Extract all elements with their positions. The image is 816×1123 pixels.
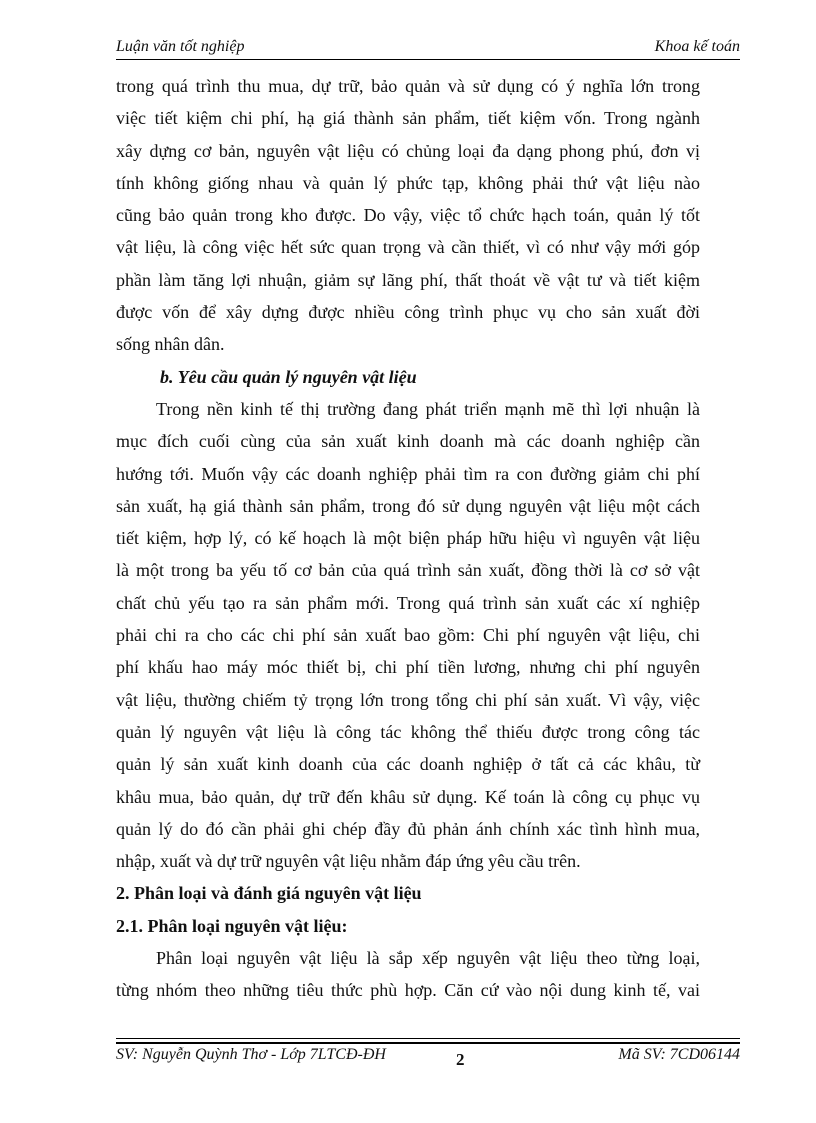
paragraph-line: tiết kiệm, hợp lý, có kế hoạch là một biện pháp hữu hiệu vì nguyên vật liệu (116, 528, 700, 549)
header-rule (116, 59, 740, 60)
paragraph-line: trong quá trình thu mua, dự trữ, bảo quản và sử dụng có ý nghĩa lớn trong (116, 76, 700, 96)
paragraph-line: chất chủ yếu tạo ra sản phẩm mới. Trong quá trình sản xuất các xí nghiệp (116, 592, 700, 613)
paragraph-line: tính không giống nhau và quản lý phức tạp, không phải thứ vật liệu nào (116, 172, 700, 193)
paragraph-line: quản lý do đó cần phải ghi chép đầy đủ phản ánh chính xác tình hình mua, (116, 818, 700, 839)
document-body (116, 70, 700, 1007)
paragraph-line: nhập, xuất và dự trữ nguyên vật liệu nhằm đáp ứng yêu cầu trên. (116, 851, 581, 872)
paragraph-line: hướng tới. Muốn vậy các doanh nghiệp phải tìm ra con đường giảm chi phí (116, 463, 700, 484)
paragraph-line: quản lý nguyên vật liệu là công tác không thể thiếu được trong công tác (116, 721, 700, 742)
page-header (116, 38, 740, 60)
paragraph-line: sản xuất, hạ giá thành sản phẩm, trong đó sử dụng nguyên vật liệu một cách (116, 495, 700, 516)
paragraph-line: là một trong ba yếu tố cơ bản của quá trình sản xuất, đồng thời là cơ sở vật (116, 560, 700, 581)
footer-rule-thin (116, 1038, 740, 1039)
paragraph-line: phần làm tăng lợi nhuận, giảm sự lãng phí, thất thoát về vật tư và tiết kiệm (116, 269, 700, 290)
paragraph-line: từng nhóm theo những tiêu thức phù hợp. Căn cứ vào nội dung kinh tế, vai (116, 980, 700, 1001)
section-heading-2-1: 2.1. Phân loại nguyên vật liệu: (116, 915, 348, 936)
paragraph-line: cũng bảo quản trong kho được. Do vậy, việc tổ chức hạch toán, quản lý tốt (116, 205, 700, 226)
paragraph-line: Phân loại nguyên vật liệu là sắp xếp nguyên vật liệu theo từng loại, (156, 948, 700, 969)
paragraph-line: sống nhân dân. (116, 334, 225, 355)
page-number: 2 (456, 1050, 465, 1069)
paragraph-line: Trong nền kinh tế thị trường đang phát triển mạnh mẽ thì lợi nhuận là (156, 398, 700, 419)
header-title-left: Luận văn tốt nghiệp (116, 38, 245, 55)
header-title-right: Khoa kế toán (654, 38, 740, 55)
footer-student-id: Mã SV: 7CD06144 (618, 1046, 740, 1063)
paragraph-line: xây dựng cơ bản, nguyên vật liệu có chủng loại đa dạng phong phú, đơn vị (116, 140, 700, 161)
paragraph-line: phí khấu hao máy móc thiết bị, chi phí tiền lương, nhưng chi phí nguyên (116, 657, 700, 678)
paragraph-line: khâu mua, bảo quản, dự trữ đến khâu sử dụng. Kế toán là công cụ phục vụ (116, 786, 700, 807)
section-heading-2: 2. Phân loại và đánh giá nguyên vật liệu (116, 883, 422, 904)
footer-rule-thick (116, 1042, 740, 1044)
paragraph-line: vật liệu, là công việc hết sức quan trọng và cần thiết, vì có như vậy mới góp (116, 237, 700, 258)
section-heading-b: b. Yêu cầu quản lý nguyên vật liệu (160, 366, 417, 387)
paragraph-line: việc tiết kiệm chi phí, hạ giá thành sản phẩm, tiết kiệm vốn. Trong ngành (116, 108, 700, 129)
page-footer (116, 1046, 740, 1070)
footer-student: SV: Nguyễn Quỳnh Thơ - Lớp 7LTCĐ-ĐH (116, 1046, 386, 1063)
paragraph-line: được vốn để xây dựng được nhiều công trình phục vụ cho sản xuất đời (116, 302, 700, 323)
paragraph-line: quản lý sản xuất kinh doanh của các doanh nghiệp ở tất cả các khâu, từ (116, 754, 700, 775)
paragraph-line: vật liệu, thường chiếm tỷ trọng lớn trong tổng chi phí sản xuất. Vì vậy, việc (116, 689, 700, 710)
paragraph-line: mục đích cuối cùng của sản xuất kinh doanh mà các doanh nghiệp cần (116, 431, 700, 452)
paragraph-line: phải chi ra cho các chi phí sản xuất bao gồm: Chi phí nguyên vật liệu, chi (116, 625, 700, 646)
